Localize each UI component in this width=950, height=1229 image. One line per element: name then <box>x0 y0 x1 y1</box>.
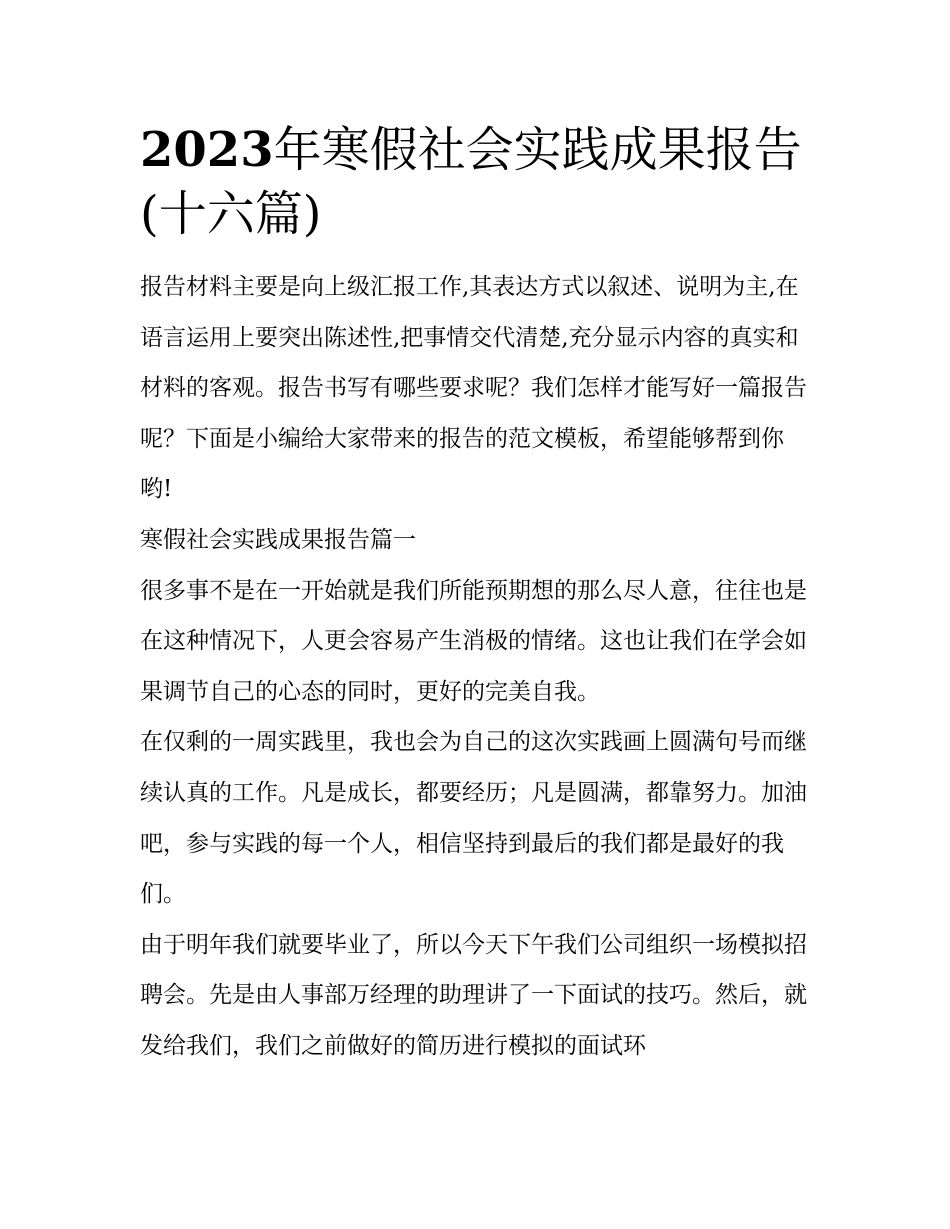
document-content <box>140 118 812 1072</box>
body-paragraph: 很多事不是在一开始就是我们所能预期想的那么尽人意，往往也是在这种情况下，人更会容易产生消极的情绪。这也让我们在学会如果调节自己的心态的同时，更好的完美自我。 <box>140 577 807 705</box>
document-title <box>140 118 812 246</box>
title-year: 2023 <box>140 122 274 178</box>
body-paragraph: 在仅剩的一周实践里，我也会为自己的这次实践画上圆满句号而继续认真的工作。凡是成长，都要经历；凡是圆满，都靠努力。加油吧，参与实践的每一个人，相信坚持到最后的我们都是最好的我们。 <box>140 729 807 908</box>
title-text: 年寒假社会实践成果报告(十六篇) <box>140 122 802 242</box>
intro-paragraph: 报告材料主要是向上级汇报工作,其表达方式以叙述、说明为主,在语言运用上要突出陈述性,把事情交代清楚,充分显示内容的真实和材料的客观。报告书写有哪些要求呢？我们怎样才能写好一篇报告呢？下面是小编给大家带来的报告的范文模板，希望能够帮到你哟! <box>140 274 807 503</box>
section-heading: 寒假社会实践成果报告篇一 <box>140 526 416 553</box>
body-paragraph: 由于明年我们就要毕业了，所以今天下午我们公司组织一场模拟招聘会。先是由人事部万经理的助理讲了一下面试的技巧。然后，就发给我们，我们之前做好的简历进行模拟的面试环 <box>140 931 807 1059</box>
